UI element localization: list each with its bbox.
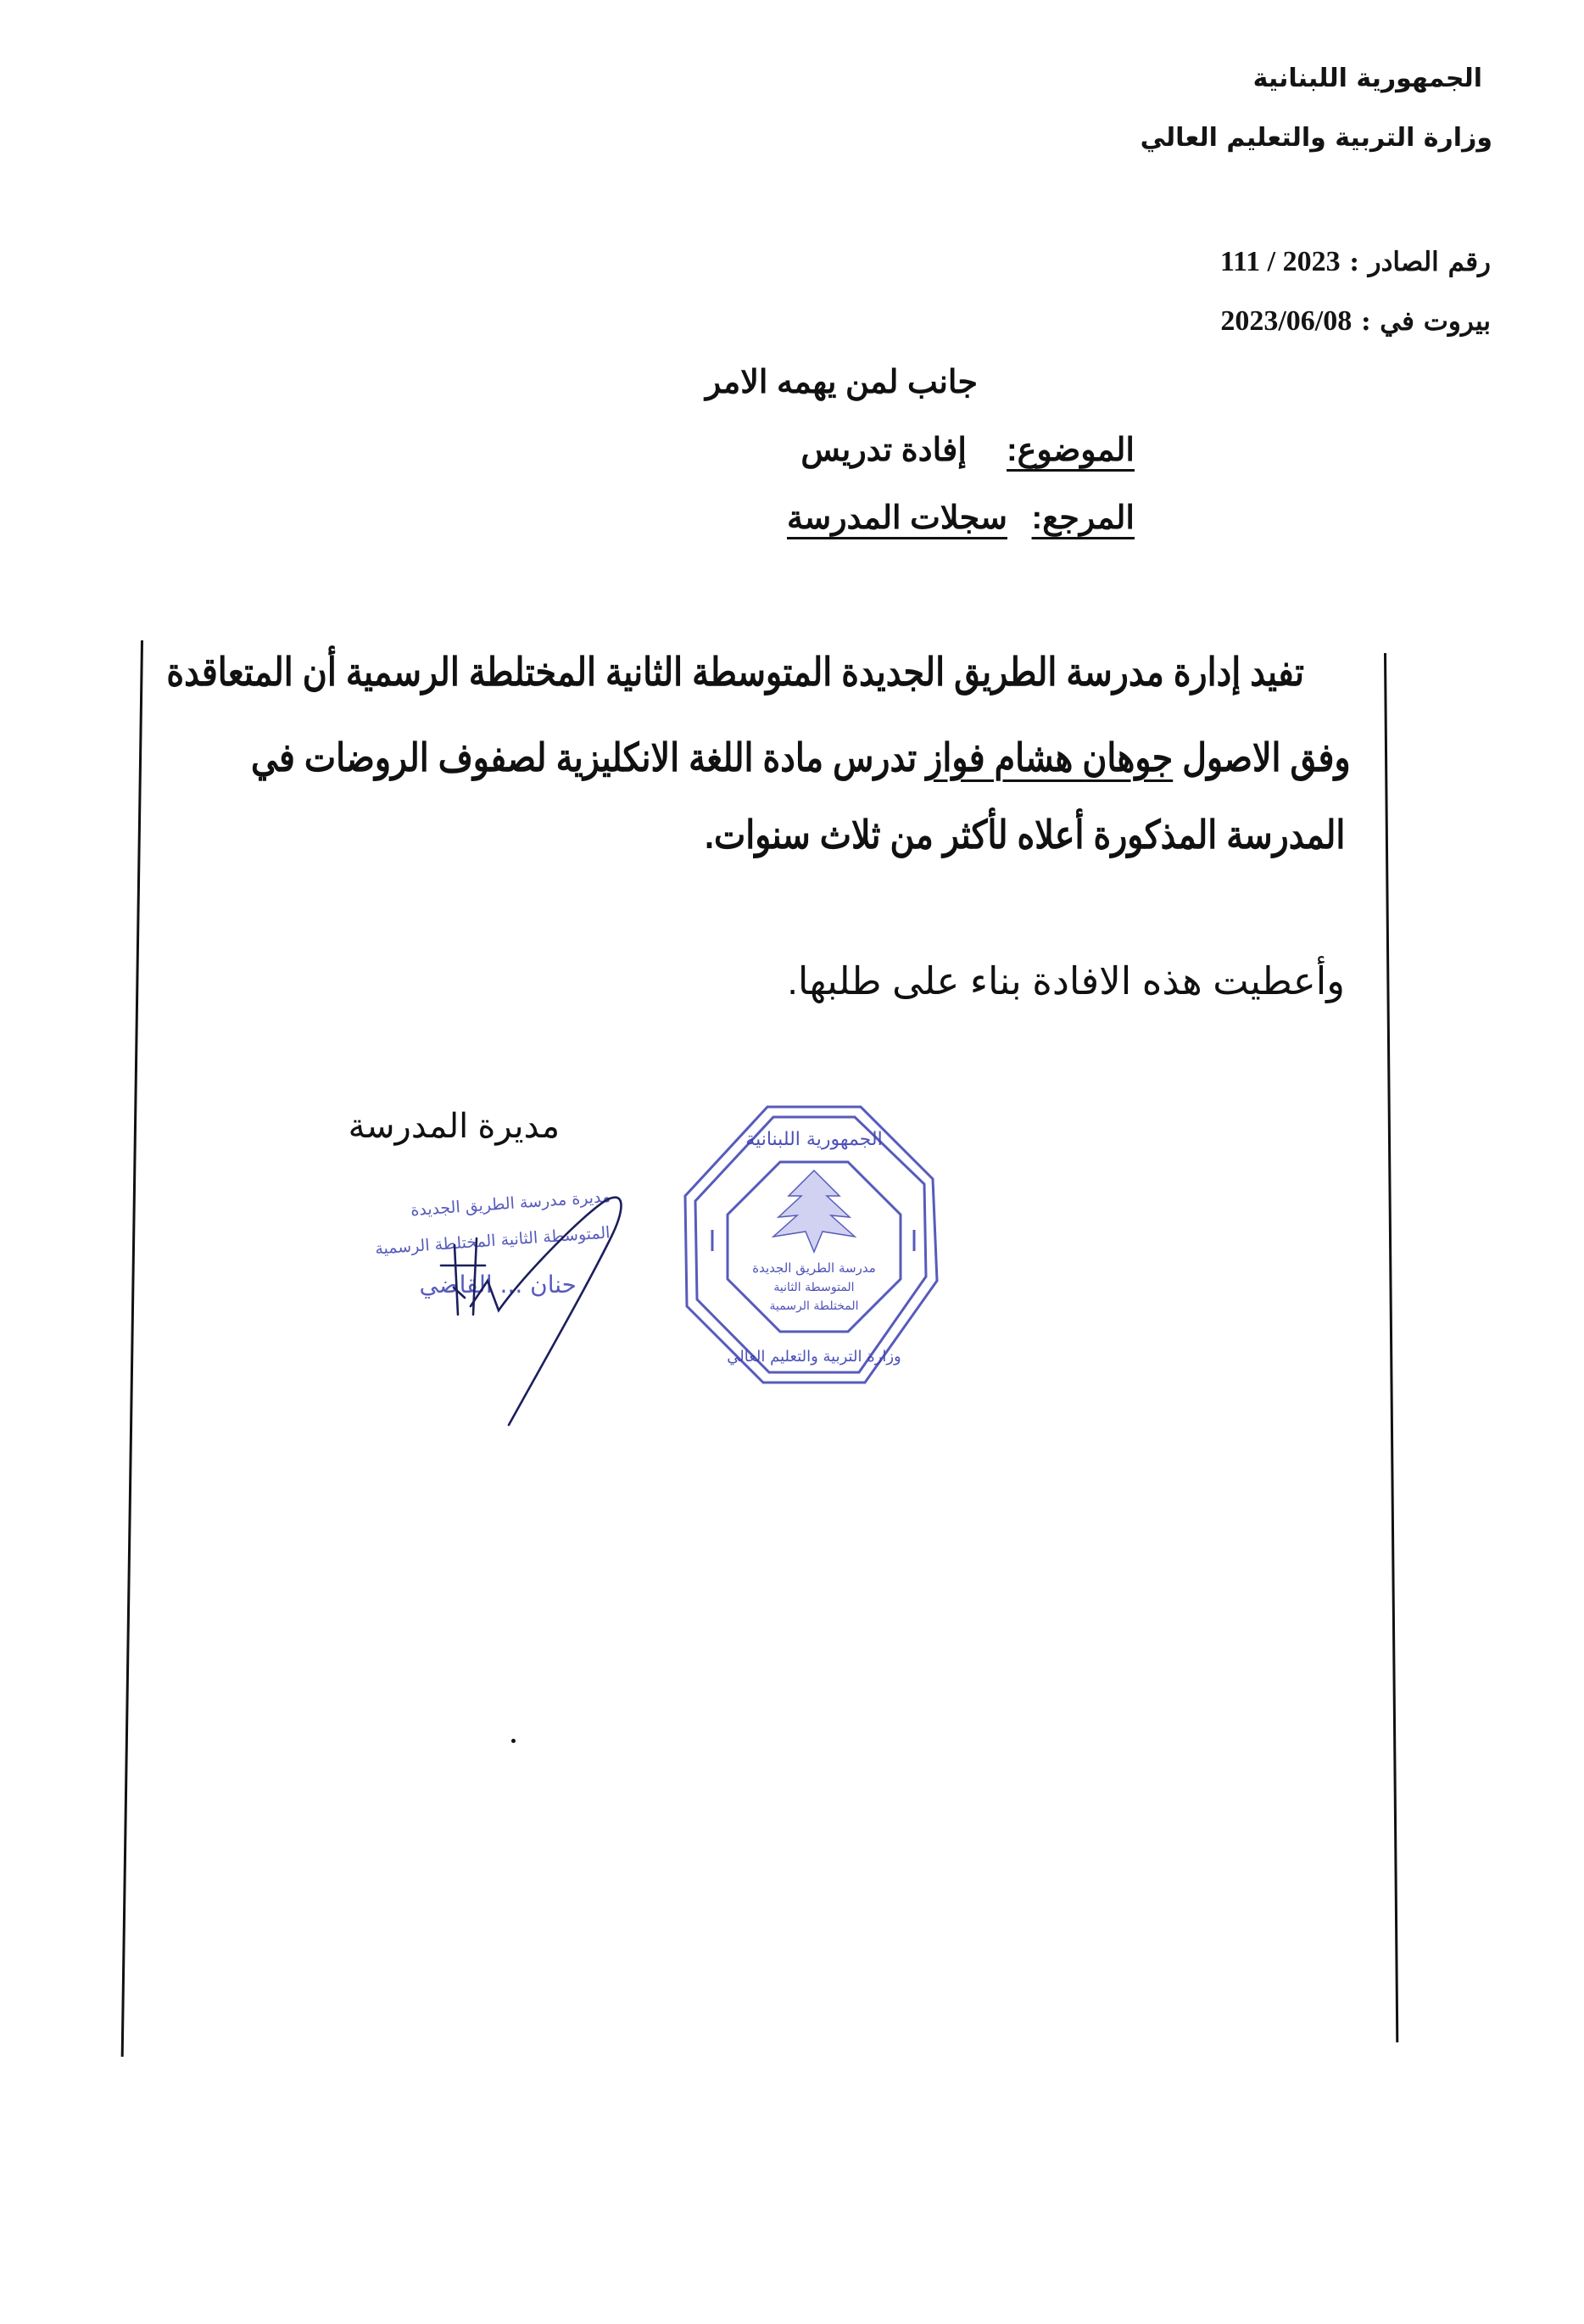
subject-line: [800, 431, 1135, 469]
header-ministry: وزارة التربية والتعليم العالي: [1140, 123, 1492, 153]
subject-value: إفادة تدريس: [800, 433, 967, 468]
frame-left-line: [121, 640, 143, 2057]
signature-scribble: [424, 1179, 644, 1433]
subject-label: الموضوع:: [1007, 433, 1135, 468]
principal-stamp-line2: المتوسطة الثانية المختلطة الرسمية: [374, 1223, 611, 1259]
frame-right-line: [1384, 653, 1398, 2042]
official-seal: [678, 1103, 950, 1391]
body-line-1: تفيد إدارة مدرسة الطريق الجديدة المتوسطة الثانية المختلطة الرسمية أن المتعاقدة: [166, 650, 1304, 694]
principal-stamp-line1: مديرة مدرسة الطريق الجديدة: [410, 1187, 611, 1221]
header-republic: الجمهورية اللبنانية: [1252, 64, 1482, 93]
body-line-3: المدرسة المذكورة أعلاه لأكثر من ثلاث سنوات.: [704, 813, 1345, 857]
signature-stroke-h: [441, 1238, 485, 1315]
seal-inner-line1: مدرسة الطريق الجديدة: [752, 1260, 876, 1276]
reference-date: [1220, 305, 1491, 338]
principal-stamp-name: حنان ... القاضي: [419, 1271, 577, 1299]
body-line-2-before: وفق الاصول: [1182, 735, 1351, 779]
seal-outer-bottom: وزارة التربية والتعليم العالي: [727, 1348, 901, 1366]
body-line-2: [252, 735, 1351, 780]
addressee: جانب لمن يهمه الامر: [705, 365, 978, 400]
reference-date-value: 2023/06/08: [1220, 305, 1353, 337]
stray-dot: [511, 1739, 516, 1743]
teacher-name: جوهان هشام فواز: [926, 735, 1174, 779]
reference-label: المرجع:: [1031, 500, 1135, 536]
reference-number: [1220, 246, 1491, 278]
reference-value: سجلات المدرسة: [786, 500, 1007, 536]
reference-date-label: بيروت في :: [1361, 306, 1491, 337]
seal-outer-top: الجمهورية اللبنانية: [745, 1129, 883, 1150]
seal-inner-line3: المختلطة الرسمية: [769, 1299, 859, 1313]
closing-line: وأعطيت هذه الافادة بناء على طلبها.: [787, 959, 1345, 1003]
reference-number-value: 111 / 2023: [1219, 246, 1341, 277]
reference-line: [787, 499, 1135, 537]
cedar-tree-icon: [773, 1170, 855, 1252]
seal-inner-line2: المتوسطة الثانية: [773, 1281, 855, 1294]
reference-number-label: رقم الصادر :: [1349, 247, 1491, 277]
signature-stroke-loop: [454, 1198, 622, 1425]
body-line-2-after: تدرس مادة اللغة الانكليزية لصفوف الروضات في: [251, 735, 917, 779]
signature-title: مديرة المدرسة: [348, 1108, 560, 1145]
